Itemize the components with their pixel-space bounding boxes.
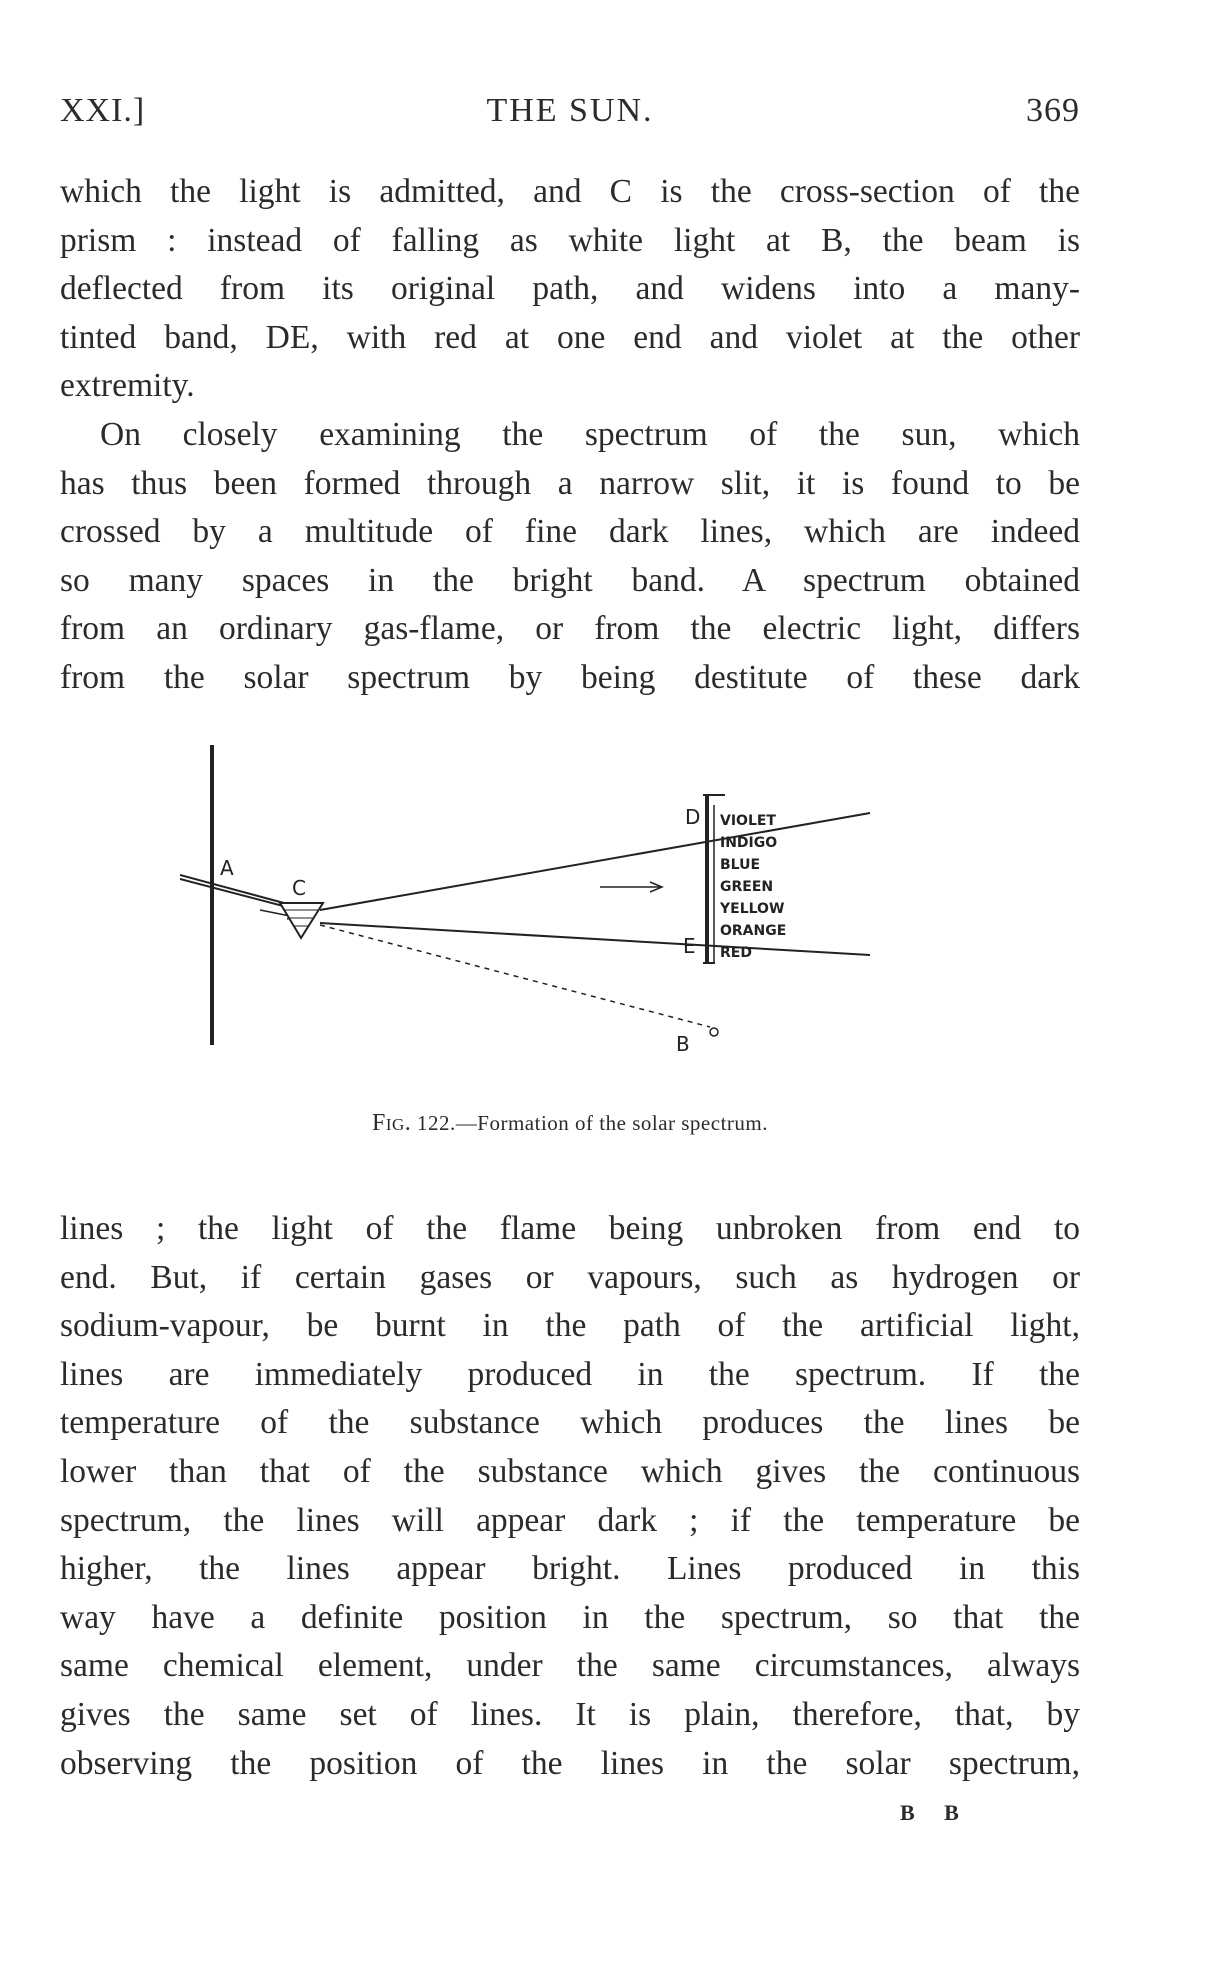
spectrum-figure [180, 745, 1040, 1130]
text-line: observing the position of the lines in the solar spectrum, [60, 1744, 1080, 1782]
paragraph-1 [60, 168, 1080, 411]
text-line: lines ; the light of the flame being unbroken from end to [60, 1210, 1080, 1247]
caption-text: 122.—Formation of the solar spectrum. [417, 1111, 768, 1135]
color-label-blue: BLUE [720, 857, 761, 873]
letter-b: B [676, 1032, 690, 1056]
color-label-red: RED [720, 945, 752, 961]
text-line: so many spaces in the bright band. A spectrum obtained [60, 561, 1080, 599]
page-number: 369 [1026, 92, 1080, 129]
text-line: same chemical element, under the same circumstances, always [60, 1647, 1080, 1685]
text-line: higher, the lines appear bright. Lines produced in this [60, 1550, 1080, 1588]
text-line: spectrum, the lines will appear dark ; if the temperature be [60, 1501, 1080, 1539]
text-line: end. But, if certain gases or vapours, such as hydrogen or [60, 1258, 1080, 1296]
text-line: from the solar spectrum by being destitute of these dark [60, 658, 1080, 696]
undeviated-path [320, 925, 710, 1027]
color-label-yellow: YELLOW [720, 901, 785, 917]
text-line: tinted band, DE, with red at one end and violet at the other [60, 318, 1080, 356]
letter-a: A [220, 856, 234, 880]
text-line: lines are immediately produced in the spectrum. If the [60, 1355, 1080, 1393]
text-line: which the light is admitted, and C is the cross-section of the [60, 173, 1080, 210]
running-title: THE SUN. [486, 92, 654, 129]
paragraph-3 [60, 1205, 1080, 1788]
color-label-orange: ORANGE [720, 923, 787, 939]
color-label-indigo: INDIGO [720, 835, 778, 851]
text-line: sodium-vapour, be burnt in the path of the artificial light, [60, 1307, 1080, 1345]
text-line: extremity. [60, 367, 195, 405]
text-line: way have a definite position in the spectrum, so that the [60, 1598, 1080, 1636]
color-label-green: GREEN [720, 879, 774, 895]
chapter-number: XXI.] [60, 92, 146, 129]
color-label-violet: VIOLET [720, 813, 776, 829]
prism [280, 903, 323, 938]
letter-c: C [292, 876, 306, 900]
text-line: has thus been formed through a narrow slit, it is found to be [60, 464, 1080, 502]
text-line: crossed by a multitude of fine dark lines, which are indeed [60, 513, 1080, 551]
paragraph-2 [60, 411, 1080, 703]
spectrum-diagram [180, 745, 1040, 1130]
text-line: deflected from its original path, and widens into a many- [60, 270, 1080, 308]
point-b-marker [710, 1028, 718, 1036]
letter-e: E [683, 934, 696, 958]
text-line: On closely examining the spectrum of the sun, which [100, 416, 1080, 453]
text-line: from an ordinary gas-flame, or from the electric light, differs [60, 610, 1080, 648]
signature-mark: B B [900, 1800, 971, 1825]
text-line: lower than that of the substance which gives the continuous [60, 1452, 1080, 1490]
text-line: gives the same set of lines. It is plain, therefore, that, by [60, 1695, 1080, 1733]
caption-fig-label: Fig. [372, 1110, 412, 1136]
violet-ray [320, 813, 870, 910]
figure-caption [60, 1110, 1080, 1137]
red-ray [320, 923, 870, 955]
text-line: prism : instead of falling as white light at B, the beam is [60, 221, 1080, 259]
letter-d: D [685, 805, 701, 829]
running-header [60, 92, 1080, 142]
text-line: temperature of the substance which produces the lines be [60, 1404, 1080, 1442]
